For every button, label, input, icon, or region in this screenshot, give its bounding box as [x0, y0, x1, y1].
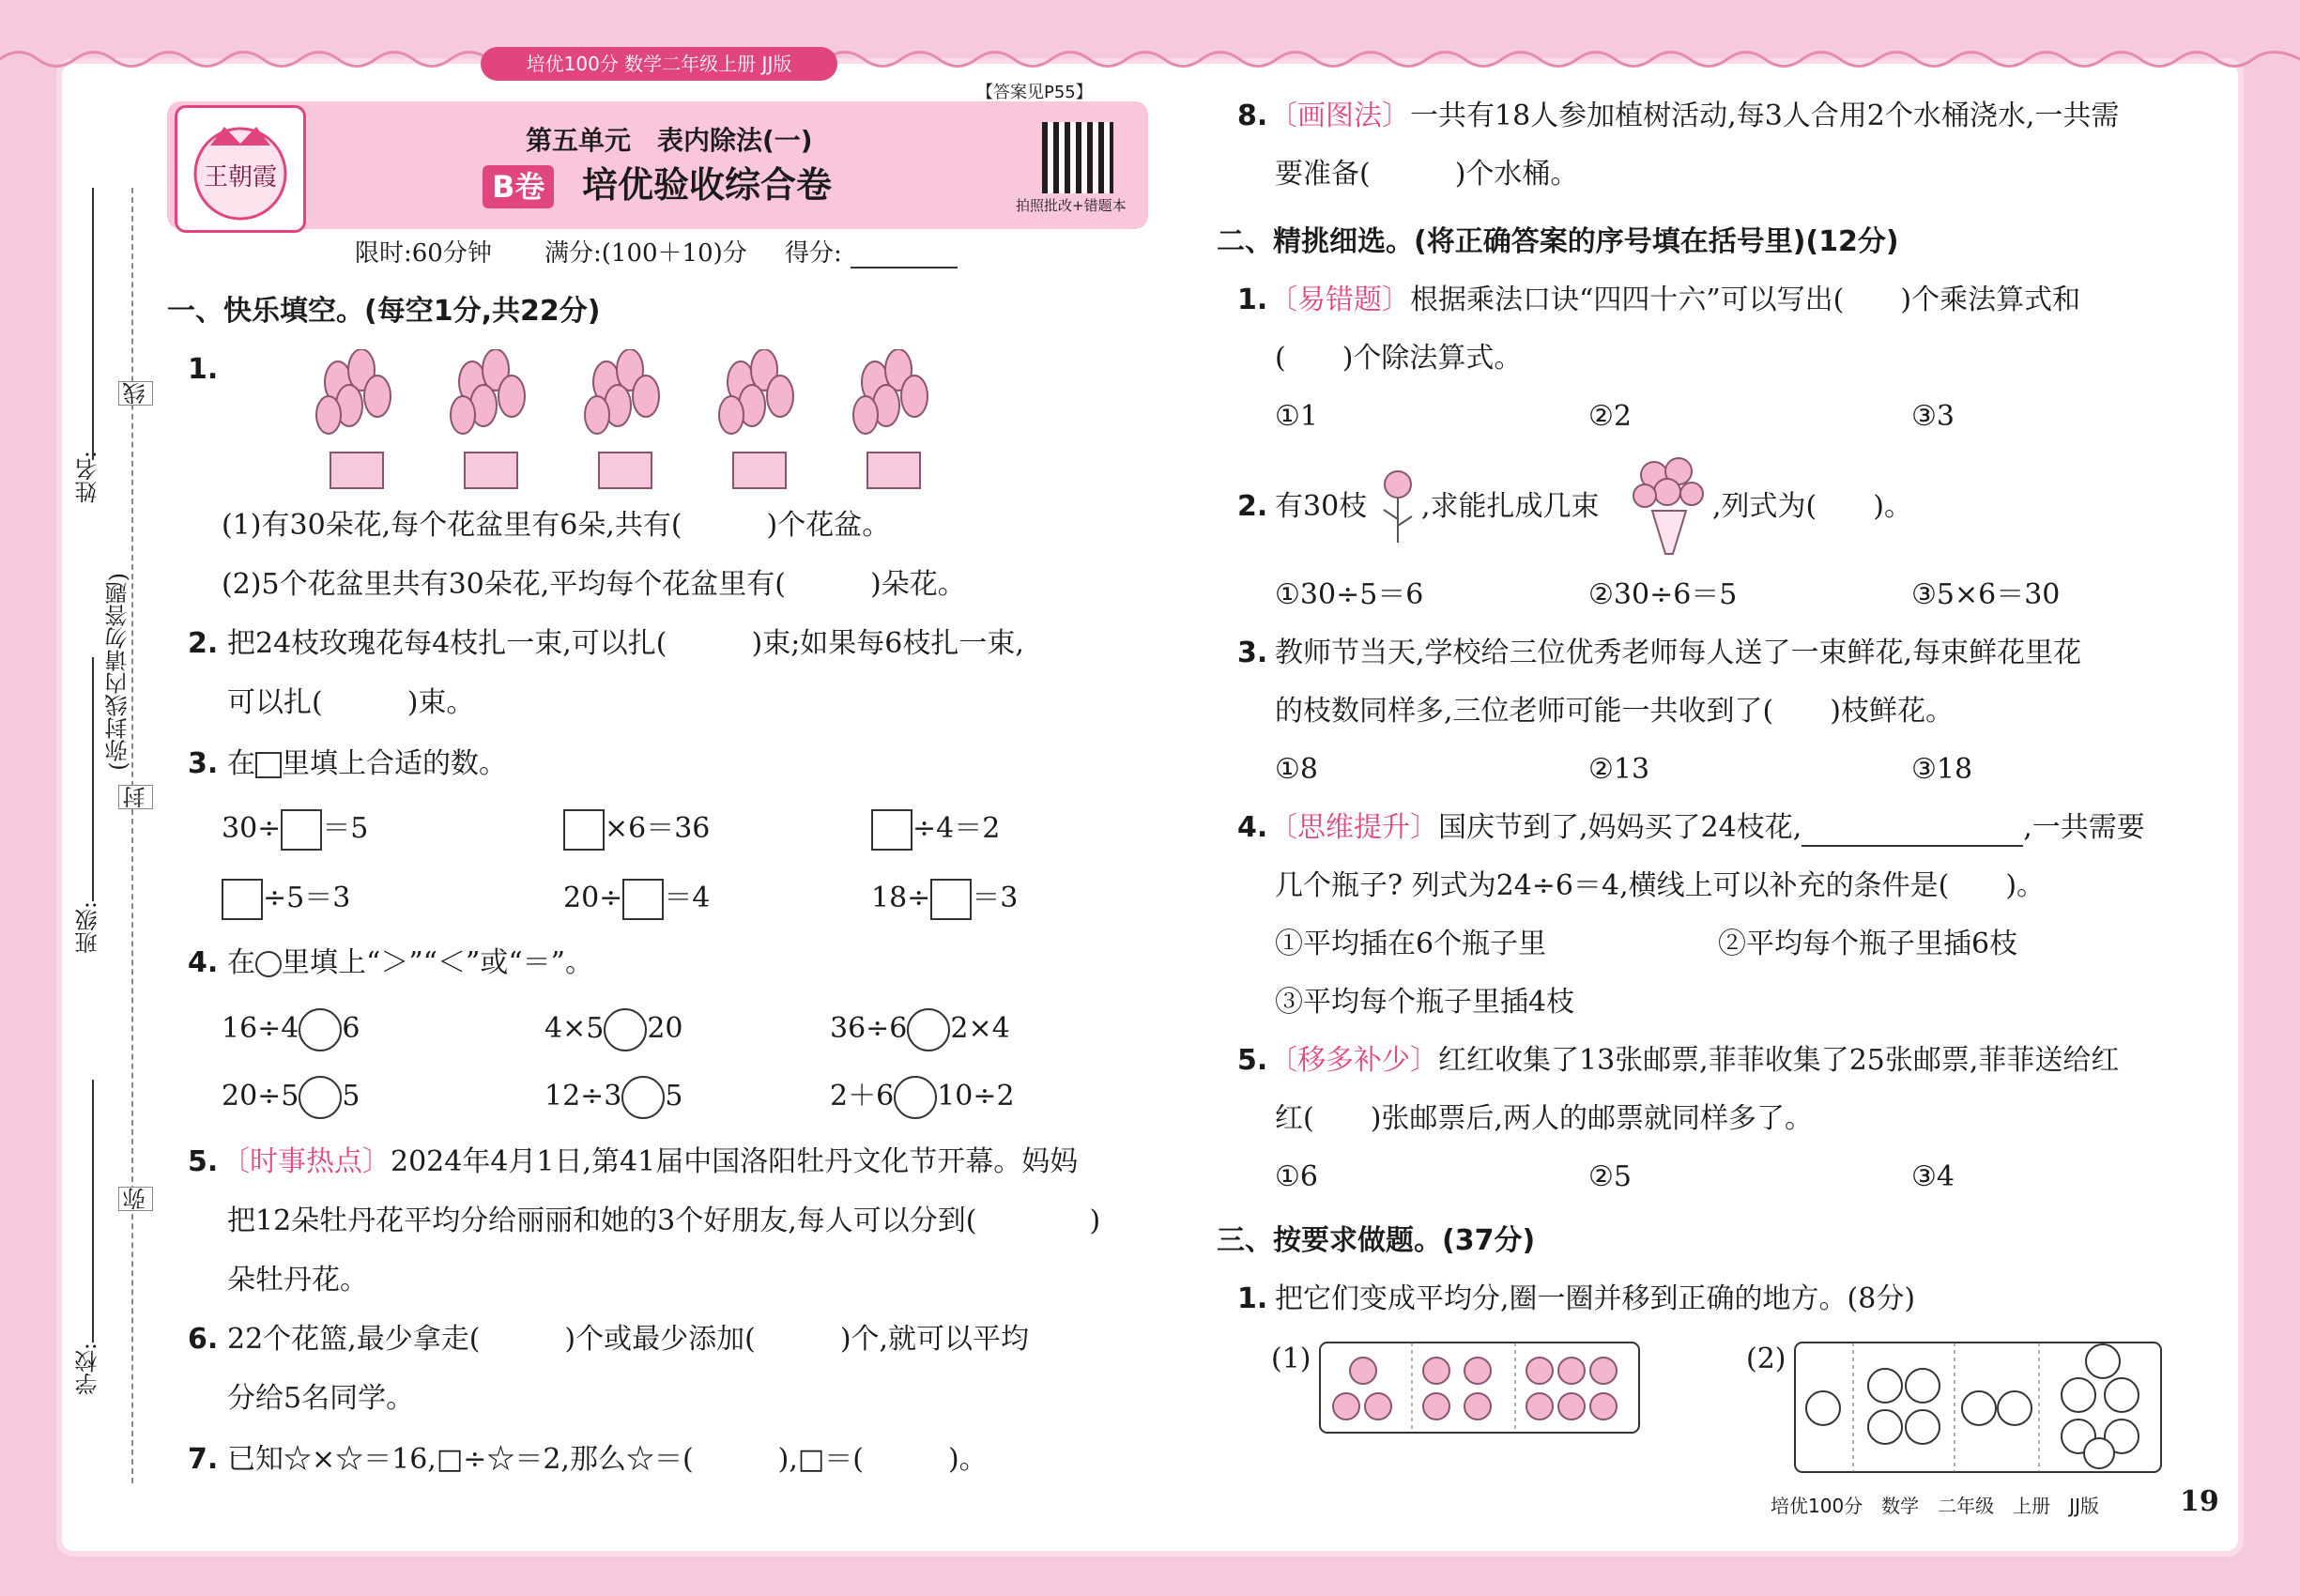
- q3-item-post: ÷5＝3: [263, 882, 351, 914]
- s2-q3-line1: 教师节当天,学校给三位优秀老师每人送了一束鲜花,每束鲜花里花: [1275, 637, 2082, 669]
- q8-number: 8.: [1237, 100, 1268, 132]
- q4-item-1: [222, 1008, 360, 1051]
- q5-line1-text: 2024年4月1日,第41届中国洛阳牡丹文化节开幕。妈妈: [391, 1145, 1079, 1178]
- q3-item-pre: 20÷: [563, 882, 623, 914]
- section2-title: 二、精挑细选。(将正确答案的序号填在括号里)(12分): [1217, 225, 1899, 258]
- compare-circle[interactable]: [299, 1008, 342, 1051]
- s3-q1-text: 把它们变成平均分,圈一圈并移到正确的地方。(8分): [1275, 1282, 1916, 1315]
- q4-item-3: [830, 1008, 1010, 1051]
- s2-q4-line1b: ,一共需要: [2023, 811, 2145, 844]
- q3-item-pre: 18÷: [871, 882, 931, 914]
- q3-pre: 在: [227, 747, 255, 780]
- q8-line2: 要准备( )个水桶。: [1275, 158, 1579, 191]
- q4-item-4: [222, 1076, 360, 1119]
- answer-box[interactable]: [622, 879, 664, 920]
- q5-tag: 〔时事热点〕: [222, 1145, 391, 1178]
- compare-circle[interactable]: [604, 1008, 647, 1051]
- q3-item-2: [563, 809, 710, 851]
- class-line: [92, 657, 94, 901]
- q7-text: 已知☆×☆＝16,□÷☆＝2,那么☆＝( ),□＝( )。: [227, 1443, 988, 1476]
- q3-item-post: ＝4: [664, 882, 711, 914]
- q4-left: 12÷3: [544, 1080, 622, 1113]
- name-line: [92, 188, 94, 460]
- crown-icon: [177, 108, 303, 230]
- s2-q1-line2: ( )个除法算式。: [1275, 342, 1523, 375]
- class-label: 班级:: [75, 901, 101, 955]
- compare-circle[interactable]: [894, 1076, 937, 1119]
- s2-q5-line2: 红( )张邮票后,两人的邮票就同样多了。: [1275, 1102, 1813, 1135]
- q4-left: 16÷4: [222, 1012, 299, 1045]
- q5-number: 5.: [188, 1145, 219, 1178]
- s3-q1-number: 1.: [1237, 1282, 1268, 1315]
- s2-q2-c: ,列式为( )。: [1712, 490, 1912, 523]
- s2-q3-line2: 的枝数同样多,三位老师可能一共收到了( )枝鲜花。: [1275, 695, 1954, 728]
- bouquet-icon: [1626, 454, 1712, 558]
- section3-title: 三、按要求做题。(37分): [1217, 1224, 1536, 1257]
- q4-right: 20: [647, 1012, 683, 1045]
- q3-item-pre: 30÷: [222, 812, 282, 845]
- s2-q5-line1-text: 红红收集了13张邮票,菲菲收集了25张邮票,菲菲送给红: [1438, 1044, 2120, 1077]
- s2-q2-b: ,求能扎成几束: [1421, 490, 1600, 523]
- q4-right: 5: [665, 1080, 683, 1113]
- s2-q4-opt2[interactable]: ②平均每个瓶子里插6枝: [1718, 928, 2018, 960]
- q3-number: 3.: [188, 747, 219, 780]
- apples-groups: [1318, 1341, 1641, 1435]
- s2-q5-number: 5.: [1237, 1044, 1268, 1077]
- q5-line1: [222, 1143, 1078, 1181]
- q3-item-6: [871, 879, 1018, 920]
- q4-right: 10÷2: [937, 1080, 1015, 1113]
- seal-mark-line: 线: [118, 381, 153, 406]
- answer-box[interactable]: [930, 879, 972, 920]
- q3-item-post: ＝5: [322, 812, 369, 845]
- unit-title: 第五单元 表内除法(一): [526, 125, 813, 156]
- s2-q4-line1a: 国庆节到了,妈妈买了24枝花,: [1438, 811, 1802, 844]
- q4-left: 36÷6: [830, 1012, 908, 1045]
- q2-line1: 把24枝玫瑰花每4枝扎一束,可以扎( )束;如果每6枝扎一束,: [227, 627, 1024, 660]
- s2-q3-number: 3.: [1237, 637, 1268, 669]
- s2-q5-line1: [1269, 1042, 2119, 1080]
- s2-q1-tag: 〔易错题〕: [1269, 284, 1410, 316]
- q3-item-3: [871, 809, 1000, 851]
- s2-q5-opt3[interactable]: ③4: [1911, 1160, 1955, 1193]
- school-label: 学校:: [75, 1343, 101, 1396]
- q8-tag: 〔画图法〕: [1269, 100, 1410, 132]
- q4-left: 4×5: [544, 1012, 605, 1045]
- compare-circle[interactable]: [907, 1008, 950, 1051]
- paper-title: 培优验收综合卷: [582, 164, 833, 206]
- q6-number: 6.: [188, 1323, 219, 1356]
- q1-number: 1.: [188, 353, 219, 386]
- q4-right: 5: [342, 1080, 360, 1113]
- q4-number: 4.: [188, 946, 219, 979]
- s2-q4-opt3[interactable]: ③平均每个瓶子里插4枝: [1275, 986, 1575, 1019]
- s2-q1-opt3[interactable]: ③3: [1911, 400, 1955, 433]
- footer-text: 培优100分 数学 二年级 上册 JJ版: [1771, 1495, 2099, 1517]
- qr-caption: 拍照批改+错题本: [1016, 197, 1127, 214]
- q1b-text: (2)5个花盆里共有30朵花,平均每个花盆里有( )朵花。: [222, 568, 966, 601]
- volume-badge: B卷: [483, 165, 554, 208]
- rose-icon: [1374, 468, 1421, 545]
- answer-box[interactable]: [222, 879, 263, 920]
- qr-code[interactable]: [1042, 122, 1113, 193]
- q5-line3: 朵牡丹花。: [227, 1264, 368, 1297]
- s2-q5-opt2[interactable]: ②5: [1588, 1160, 1632, 1193]
- answer-ref: 【答案见P55】: [976, 83, 1093, 102]
- s3-sub1-label: (1): [1271, 1343, 1311, 1375]
- s2-q5-opt1[interactable]: ①6: [1275, 1160, 1318, 1193]
- q1a-text: (1)有30朵花,每个花盆里有6朵,共有( )个花盆。: [222, 509, 891, 542]
- logo: [175, 105, 306, 233]
- score-label: 得分:: [785, 239, 842, 268]
- score-line[interactable]: [851, 267, 958, 269]
- q8-line1-text: 一共有18人参加植树活动,每3人合用2个水桶浇水,一共需: [1410, 100, 2120, 132]
- s2-q3-opt2[interactable]: ②13: [1588, 753, 1650, 786]
- q5-line2: 把12朵牡丹花平均分给丽丽和她的3个好朋友,每人可以分到( ): [227, 1205, 1101, 1237]
- wavy-border: [0, 45, 2300, 73]
- s2-q1-number: 1.: [1237, 284, 1268, 316]
- s2-q5-tag: 〔移多补少〕: [1269, 1044, 1438, 1077]
- q6-line1: 22个花篮,最少拿走( )个或最少添加( )个,就可以平均: [227, 1323, 1030, 1356]
- s2-q4-line2: 几个瓶子? 列式为24÷6＝4,横线上可以补充的条件是( )。: [1275, 869, 2046, 902]
- q4-item-5: [544, 1076, 683, 1119]
- answer-box[interactable]: [281, 809, 322, 851]
- s2-q1-line1: [1269, 282, 2080, 319]
- s2-q4-blank[interactable]: [1802, 815, 2023, 847]
- s2-q1-line1-text: 根据乘法口诀“四四十六”可以写出( )个乘法算式和: [1410, 284, 2081, 316]
- s2-q4-tag: 〔思维提升〕: [1269, 811, 1438, 844]
- s2-q4-opt1[interactable]: ①平均插在6个瓶子里: [1275, 928, 1547, 960]
- school-line: [92, 1080, 94, 1343]
- flower-pots-illustration: [310, 349, 958, 490]
- q4-left: 20÷5: [222, 1080, 299, 1113]
- q2-line2: 可以扎( )束。: [227, 686, 475, 719]
- s2-q4-line1: [1269, 809, 2145, 847]
- q2-number: 2.: [188, 627, 219, 660]
- s2-q2-opt1[interactable]: ①30÷5＝6: [1275, 578, 1424, 611]
- full-score: 满分:(100＋10)分: [544, 239, 747, 268]
- q7-number: 7.: [188, 1443, 219, 1476]
- seal-mark-feng: 封: [118, 785, 153, 809]
- q3-item-post: ＝3: [972, 882, 1019, 914]
- q3-text: [227, 745, 507, 783]
- section1-title: 一、快乐填空。(每空1分,共22分): [167, 295, 601, 328]
- time-limit: 限时:60分钟: [355, 239, 492, 268]
- q3-post: 里填上合适的数。: [282, 747, 507, 780]
- name-label: 姓名:: [75, 451, 101, 504]
- circle-icon: [255, 951, 282, 977]
- s2-q3-opt1[interactable]: ①8: [1275, 753, 1318, 786]
- q4-item-6: [830, 1076, 1015, 1119]
- seal-mark-mi: 弥: [118, 1187, 153, 1211]
- q3-item-5: [563, 879, 710, 920]
- s2-q2-opt3[interactable]: ③5×6＝30: [1911, 578, 2061, 611]
- q3-item-1: [222, 809, 368, 851]
- s2-q3-opt3[interactable]: ③18: [1911, 753, 1973, 786]
- q3-item-4: [222, 879, 350, 920]
- footballs-groups: [1793, 1341, 2163, 1474]
- q4-post: 里填上“＞”“＜”或“＝”。: [282, 946, 594, 979]
- q4-right: 2×4: [950, 1012, 1010, 1045]
- s2-q2-opt2[interactable]: ②30÷6＝5: [1588, 578, 1738, 611]
- answer-box[interactable]: [871, 809, 912, 851]
- s2-q2-number: 2.: [1237, 490, 1268, 523]
- s2-q4-number: 4.: [1237, 811, 1268, 844]
- svg-text:王朝霞: 王朝霞: [203, 163, 278, 192]
- q3-item-post: ×6＝36: [605, 812, 711, 845]
- s2-q1-opt2[interactable]: ②2: [1588, 400, 1632, 433]
- q3-item-post: ÷4＝2: [912, 812, 1001, 845]
- answer-box[interactable]: [563, 809, 605, 851]
- s3-sub2-label: (2): [1746, 1343, 1786, 1375]
- q4-right: 6: [342, 1012, 360, 1045]
- s2-q2-a: 有30枝: [1275, 490, 1368, 523]
- q4-left: 2＋6: [830, 1080, 895, 1113]
- top-banner: 培优100分 数学二年级上册 JJ版: [481, 47, 837, 81]
- s2-q1-opt1[interactable]: ①1: [1275, 400, 1318, 433]
- square-icon: [255, 752, 282, 778]
- q8-line1: [1269, 98, 2119, 135]
- seal-note: (弥封线内请勿答题): [105, 573, 131, 771]
- compare-circle[interactable]: [621, 1076, 665, 1119]
- q4-item-2: [544, 1008, 683, 1051]
- page-number: 19: [2180, 1485, 2219, 1518]
- q4-pre: 在: [227, 946, 255, 979]
- q4-text: [227, 944, 593, 982]
- q6-line2: 分给5名同学。: [227, 1382, 415, 1415]
- compare-circle[interactable]: [299, 1076, 342, 1119]
